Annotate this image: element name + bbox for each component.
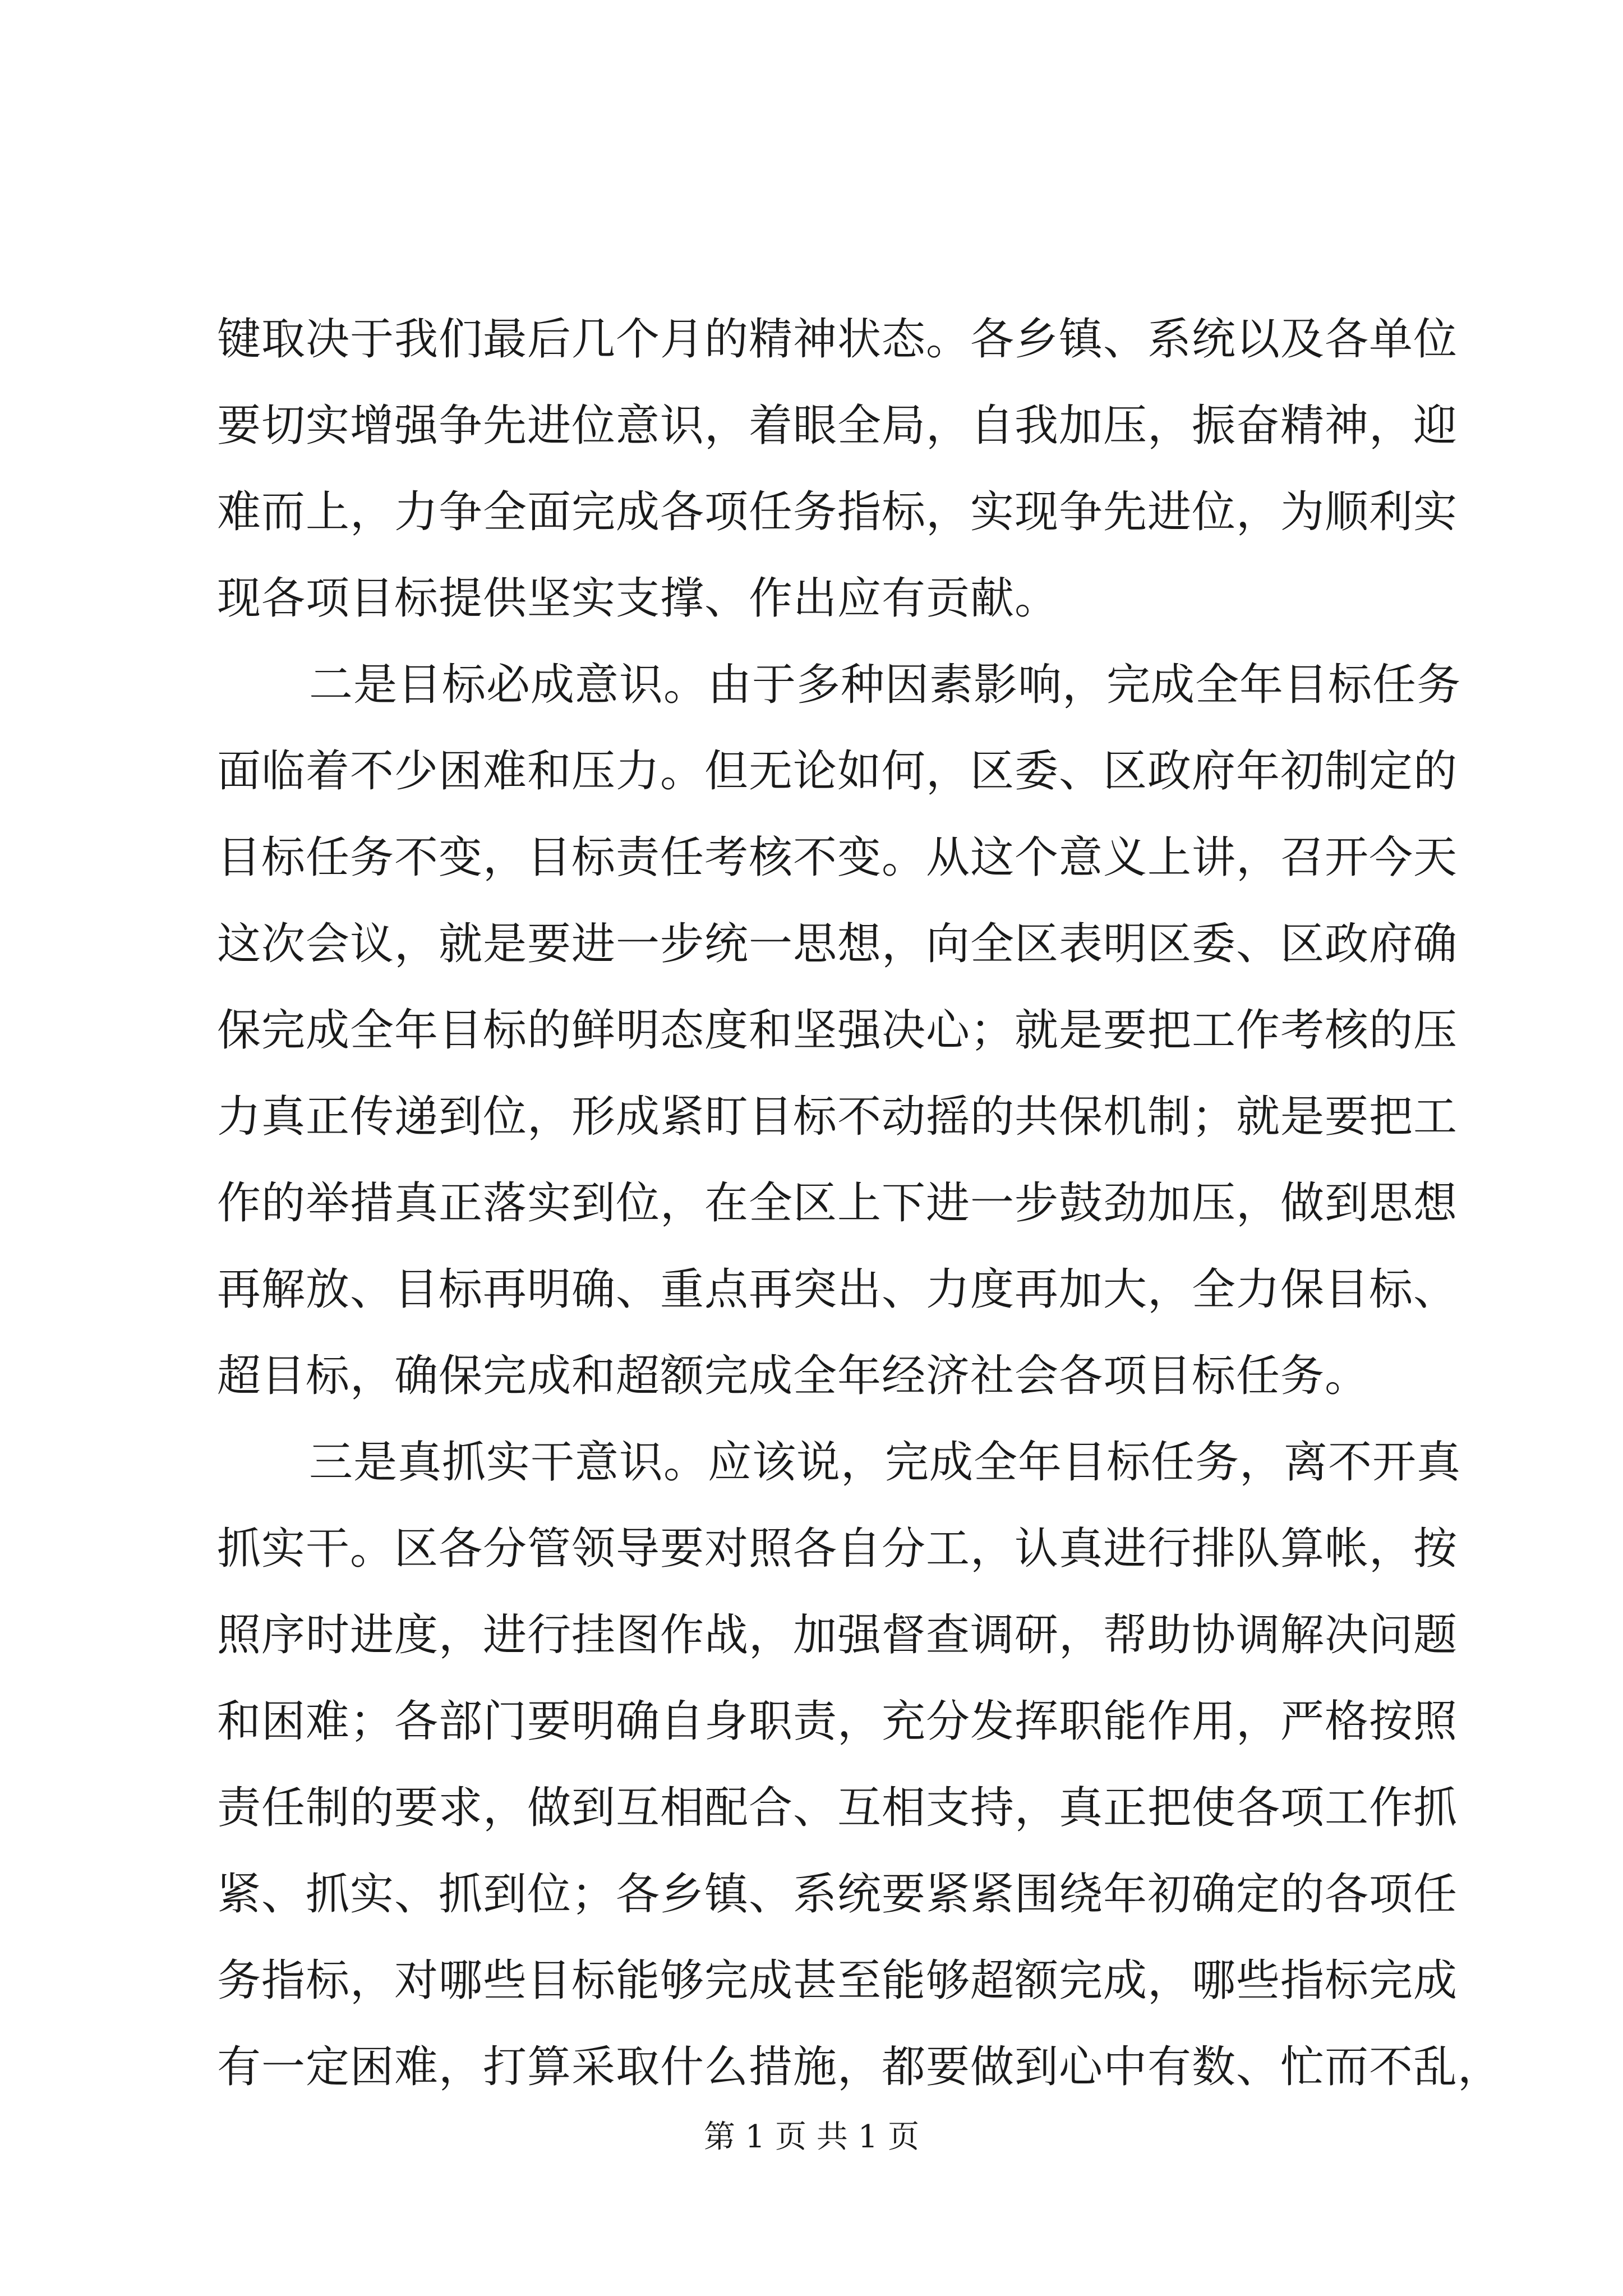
text-line: 现各项目标提供坚实支撑、作出应有贡献。: [217, 573, 1059, 624]
text-line: 责任制的要求，做到互相配合、互相支持，真正把使各项工作抓: [217, 1783, 1458, 1833]
text-line: 难而上，力争全面完成各项任务指标，实现争先进位，为顺利实: [217, 487, 1458, 537]
text-line: 再解放、目标再明确、重点再突出、力度再加大，全力保目标、: [217, 1264, 1458, 1315]
text-line: 要切实增强争先进位意识，着眼全局，自我加压，振奋精神，迎: [217, 401, 1458, 451]
text-line: 有一定困难，打算采取什么措施，都要做到心中有数、忙而不乱，: [217, 2042, 1502, 2092]
text-line: 超目标，确保完成和超额完成全年经济社会各项目标任务。: [217, 1351, 1370, 1401]
text-line: 力真正传递到位，形成紧盯目标不动摇的共保机制；就是要把工: [217, 1092, 1458, 1142]
page-footer: 第 1 页 共 1 页: [703, 2119, 920, 2155]
text-line: 和困难；各部门要明确自身职责，充分发挥职能作用，严格按照: [217, 1696, 1458, 1747]
paragraph-first-line: 二是目标必成意识。由于多种因素影响，完成全年目标任务: [309, 660, 1461, 710]
text-line: 务指标，对哪些目标能够完成甚至能够超额完成，哪些指标完成: [217, 1955, 1458, 2006]
text-line: 照序时进度，进行挂图作战，加强督查调研，帮助协调解决问题: [217, 1610, 1458, 1660]
paragraph-first-line: 三是真抓实干意识。应该说，完成全年目标任务，离不开真: [309, 1437, 1461, 1488]
text-line: 这次会议，就是要进一步统一思想，向全区表明区委、区政府确: [217, 919, 1458, 969]
text-line: 保完成全年目标的鲜明态度和坚强决心；就是要把工作考核的压: [217, 1005, 1458, 1056]
text-line: 紧、抓实、抓到位；各乡镇、系统要紧紧围绕年初确定的各项任: [217, 1869, 1458, 1920]
text-line: 面临着不少困难和压力。但无论如何，区委、区政府年初制定的: [217, 746, 1458, 797]
text-line: 键取决于我们最后几个月的精神状态。各乡镇、系统以及各单位: [217, 314, 1458, 365]
text-line: 目标任务不变，目标责任考核不变。从这个意义上讲，召开今天: [217, 832, 1458, 883]
text-line: 抓实干。区各分管领导要对照各自分工，认真进行排队算帐，按: [217, 1524, 1458, 1574]
document-body: [217, 296, 1502, 2110]
text-line: 作的举措真正落实到位，在全区上下进一步鼓劲加压，做到思想: [217, 1178, 1458, 1228]
